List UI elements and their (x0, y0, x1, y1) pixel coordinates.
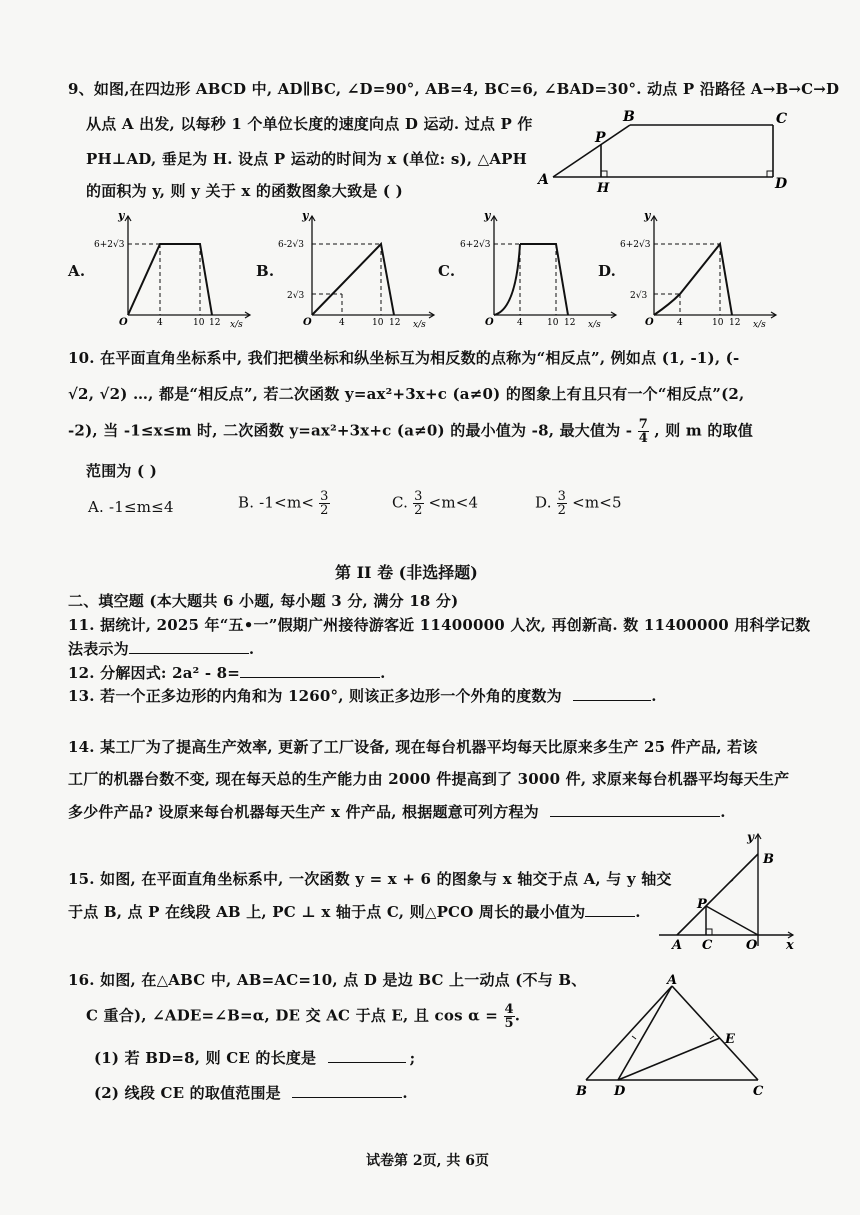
q13-answer-blank[interactable] (573, 688, 651, 701)
q16-cos-fraction (504, 1003, 515, 1030)
q9-line1: 9、如图,在四边形 ABCD 中, AD∥BC, ∠D=90°, AB=4, BC=6, ∠BAD=30°. 动点 P 沿路径 A→B→C→D (68, 80, 840, 98)
q9-c-tick-10: 10 (547, 318, 559, 328)
q10-line3-end: , 则 m 的取值 (654, 421, 753, 440)
q9-a-axis-x: x/s (230, 320, 243, 330)
q9-c-axis-y: y (484, 210, 491, 222)
q9-c-tick-4: 4 (517, 318, 523, 328)
q9-fig-label-b: B (623, 110, 635, 125)
q13-text: 13. 若一个正多边形的内角和为 1260°, 则该正多边形一个外角的度数为 (68, 687, 562, 705)
q10-option-b (238, 490, 330, 517)
q9-fig-label-c: C (776, 111, 788, 127)
q14-answer-blank[interactable] (550, 804, 720, 817)
q12-text: 12. 分解因式: 2a² - 8= (68, 664, 241, 682)
q10-option-d (535, 490, 622, 517)
q14-line3-text: 多少件产品? 设原来每台机器每天生产 x 件产品, 根据题意可列方程为 (68, 803, 539, 821)
q15-fig-label-b: B (763, 852, 774, 867)
q16-line2-text: C 重合), ∠ADE=∠B=α, DE 交 AC 于点 E, 且 cos α = (86, 1006, 499, 1025)
q14-line3: 多少件产品? 设原来每台机器每天生产 x 件产品, 根据题意可列方程为 . (68, 803, 726, 821)
q16-fig-label-b: B (576, 1084, 587, 1099)
q16-sub2 (94, 1082, 408, 1103)
q9-b-origin: O (303, 317, 312, 328)
q9-fig-label-h: H (597, 181, 610, 195)
q9-a-origin: O (119, 317, 128, 328)
q16-sub1-answer-blank[interactable] (328, 1050, 406, 1063)
q9-c-top-label: 6+2√3 (460, 240, 491, 250)
q9-b-tick-10: 10 (372, 318, 384, 328)
q14-line1: 14. 某工厂为了提高生产效率, 更新了工厂设备, 现在每台机器平均每天比原来多生产 25 件产品, 若该 (68, 738, 758, 756)
q15-fig-label-x: x (786, 938, 794, 953)
q16-fig-label-c: C (753, 1084, 764, 1099)
q9-d-axis-y: y (644, 210, 651, 222)
q16-sub1-end: ; (409, 1049, 416, 1067)
q9-d-axis-x: x/s (753, 320, 766, 330)
q11-line2-text: 法表示为 (68, 640, 129, 658)
q16-sub1-text: (1) 若 BD=8, 则 CE 的长度是 (94, 1049, 317, 1067)
q16-frac-den: 5 (504, 1016, 514, 1031)
q12-answer-blank[interactable] (240, 665, 380, 678)
q9-d-tick-4: 4 (677, 318, 683, 328)
q10-option-c-text: <m<4 (428, 493, 479, 512)
q10-line3-start: -2), 当 -1≤x≤m 时, 二次函数 y=ax²+3x+c (a≠0) 的最小值为 -8, 最大值为 - (68, 421, 633, 440)
q9-c-tick-12: 12 (564, 318, 576, 328)
q9-d-top-label: 6+2√3 (620, 240, 651, 250)
section2-title: 二、填空题 (本大题共 6 小题, 每小题 3 分, 满分 18 分) (68, 592, 459, 610)
q11-line2: 法表示为 . (68, 640, 255, 658)
part2-title: 第 II 卷 (非选择题) (335, 563, 478, 582)
q11-line1: 11. 据统计, 2025 年“五•一”假期广州接待游客近 11400000 人次, 再创新高. 数 11400000 用科学记数 (68, 616, 811, 634)
q10-option-c-label: C. (392, 493, 409, 512)
q16-line2-end: . (514, 1006, 521, 1025)
q16-fig-label-e: E (725, 1032, 735, 1047)
q10-b-frac-num: 3 (320, 489, 329, 504)
q15-line2-text: 于点 B, 点 P 在线段 AB 上, PC ⊥ x 轴于点 C, 则△PCO 周长的最小值为 (68, 903, 586, 921)
q9-fig-label-d: D (775, 176, 788, 192)
q10-option-c (392, 490, 478, 517)
q9-option-d-graph (618, 210, 780, 330)
q15-fig-label-a: A (672, 938, 683, 953)
q10-max-frac-num: 7 (638, 417, 648, 432)
q10-option-c-fraction (413, 490, 423, 517)
q10-option-a: A. -1≤m≤4 (88, 498, 174, 516)
q16-figure (572, 972, 777, 1102)
q9-line3: PH⊥AD, 垂足为 H. 设点 P 运动的时间为 x (单位: s), △APH (86, 150, 528, 168)
q13-line: 13. 若一个正多边形的内角和为 1260°, 则该正多边形一个外角的度数为 . (68, 687, 657, 705)
q15-fig-label-c: C (702, 938, 713, 953)
q10-b-frac-den: 2 (320, 503, 329, 518)
q16-fig-label-d: D (614, 1084, 626, 1099)
q9-c-origin: O (485, 317, 494, 328)
q10-c-frac-num: 3 (414, 489, 423, 504)
q10-d-frac-num: 3 (557, 489, 567, 504)
q9-option-a-label: A. (68, 262, 86, 280)
q9-d-tick-12: 12 (729, 318, 741, 328)
q9-b-tick-4: 4 (339, 318, 345, 328)
q9-c-axis-x: x/s (588, 320, 601, 330)
q9-d-tick-10: 10 (712, 318, 724, 328)
q9-a-top-label: 6+2√3 (94, 240, 125, 250)
q10-option-d-label: D. (535, 493, 552, 512)
q9-a-tick-10: 10 (193, 318, 205, 328)
q9-option-b-label: B. (256, 262, 275, 280)
q11-answer-blank[interactable] (129, 641, 249, 654)
q9-option-b-graph (276, 210, 436, 330)
q10-option-d-text: <m<5 (572, 493, 622, 512)
q10-d-frac-den: 2 (557, 503, 567, 518)
q9-b-axis-x: x/s (413, 320, 426, 330)
q9-option-a-graph (92, 210, 252, 330)
q16-sub1 (94, 1047, 415, 1068)
page-footer: 试卷第 2页, 共 6页 (366, 1153, 489, 1169)
q9-a-tick-12: 12 (209, 318, 221, 328)
q10-max-frac-den: 4 (638, 431, 648, 446)
q10-line3 (68, 418, 753, 445)
q9-b-top-label: 6-2√3 (278, 240, 304, 250)
q16-line2 (86, 1003, 520, 1030)
q15-fig-label-p: P (697, 897, 707, 912)
q15-fig-label-o: O (746, 938, 758, 953)
q16-sub2-end: . (402, 1084, 408, 1102)
q9-option-d-label: D. (598, 262, 617, 280)
q9-b-low-label: 2√3 (287, 291, 305, 301)
q9-figure (535, 110, 795, 195)
q9-line4: 的面积为 y, 则 y 关于 x 的函数图象大致是 ( ) (86, 182, 403, 200)
q9-b-axis-y: y (302, 210, 309, 222)
q9-d-origin: O (645, 317, 654, 328)
q16-fig-label-a: A (667, 973, 678, 988)
q12-line: 12. 分解因式: 2a² - 8= . (68, 664, 386, 682)
q10-line1: 10. 在平面直角坐标系中, 我们把横坐标和纵坐标互为相反数的点称为“相反点”, 例如点 (1, -1), (- (68, 349, 740, 367)
q15-line2: 于点 B, 点 P 在线段 AB 上, PC ⊥ x 轴于点 C, 则△PCO 周长的最小值为 . (68, 903, 641, 921)
q15-line1: 15. 如图, 在平面直角坐标系中, 一次函数 y = x + 6 的图象与 x 轴交于点 A, 与 y 轴交 (68, 870, 672, 888)
q15-figure (655, 828, 800, 953)
q16-sub2-answer-blank[interactable] (292, 1085, 402, 1098)
q9-a-tick-4: 4 (157, 318, 163, 328)
q16-sub2-text: (2) 线段 CE 的取值范围是 (94, 1084, 281, 1102)
q9-b-tick-12: 12 (389, 318, 401, 328)
q9-a-axis-y: y (118, 210, 125, 222)
q15-answer-blank[interactable] (585, 904, 635, 917)
q10-option-b-fraction (319, 490, 329, 517)
q9-fig-label-a: A (538, 172, 549, 188)
q10-max-fraction (638, 418, 649, 445)
q10-option-b-text: B. -1<m< (238, 493, 315, 512)
q9-option-c-graph (458, 210, 618, 330)
q9-line2: 从点 A 出发, 以每秒 1 个单位长度的速度向点 D 运动. 过点 P 作 (86, 115, 533, 133)
q14-line2: 工厂的机器台数不变, 现在每天总的生产能力由 2000 件提高到了 3000 件, 求原来每台机器平均每天生产 (68, 770, 790, 788)
q16-frac-num: 4 (504, 1002, 514, 1017)
q15-fig-label-y: y (747, 830, 754, 844)
q9-d-low-label: 2√3 (630, 291, 648, 301)
q16-line1: 16. 如图, 在△ABC 中, AB=AC=10, 点 D 是边 BC 上一动点 (不与 B、 (68, 971, 587, 989)
q10-line2: √2, √2) …, 都是“相反点”, 若二次函数 y=ax²+3x+c (a≠0) 的图象上有且只有一个“相反点”(2, (68, 385, 745, 403)
q9-option-c-label: C. (438, 262, 456, 280)
q10-line4: 范围为 ( ) (86, 462, 158, 480)
q9-fig-label-p: P (595, 130, 606, 146)
q10-option-d-fraction (557, 490, 567, 517)
q10-c-frac-den: 2 (414, 503, 423, 518)
